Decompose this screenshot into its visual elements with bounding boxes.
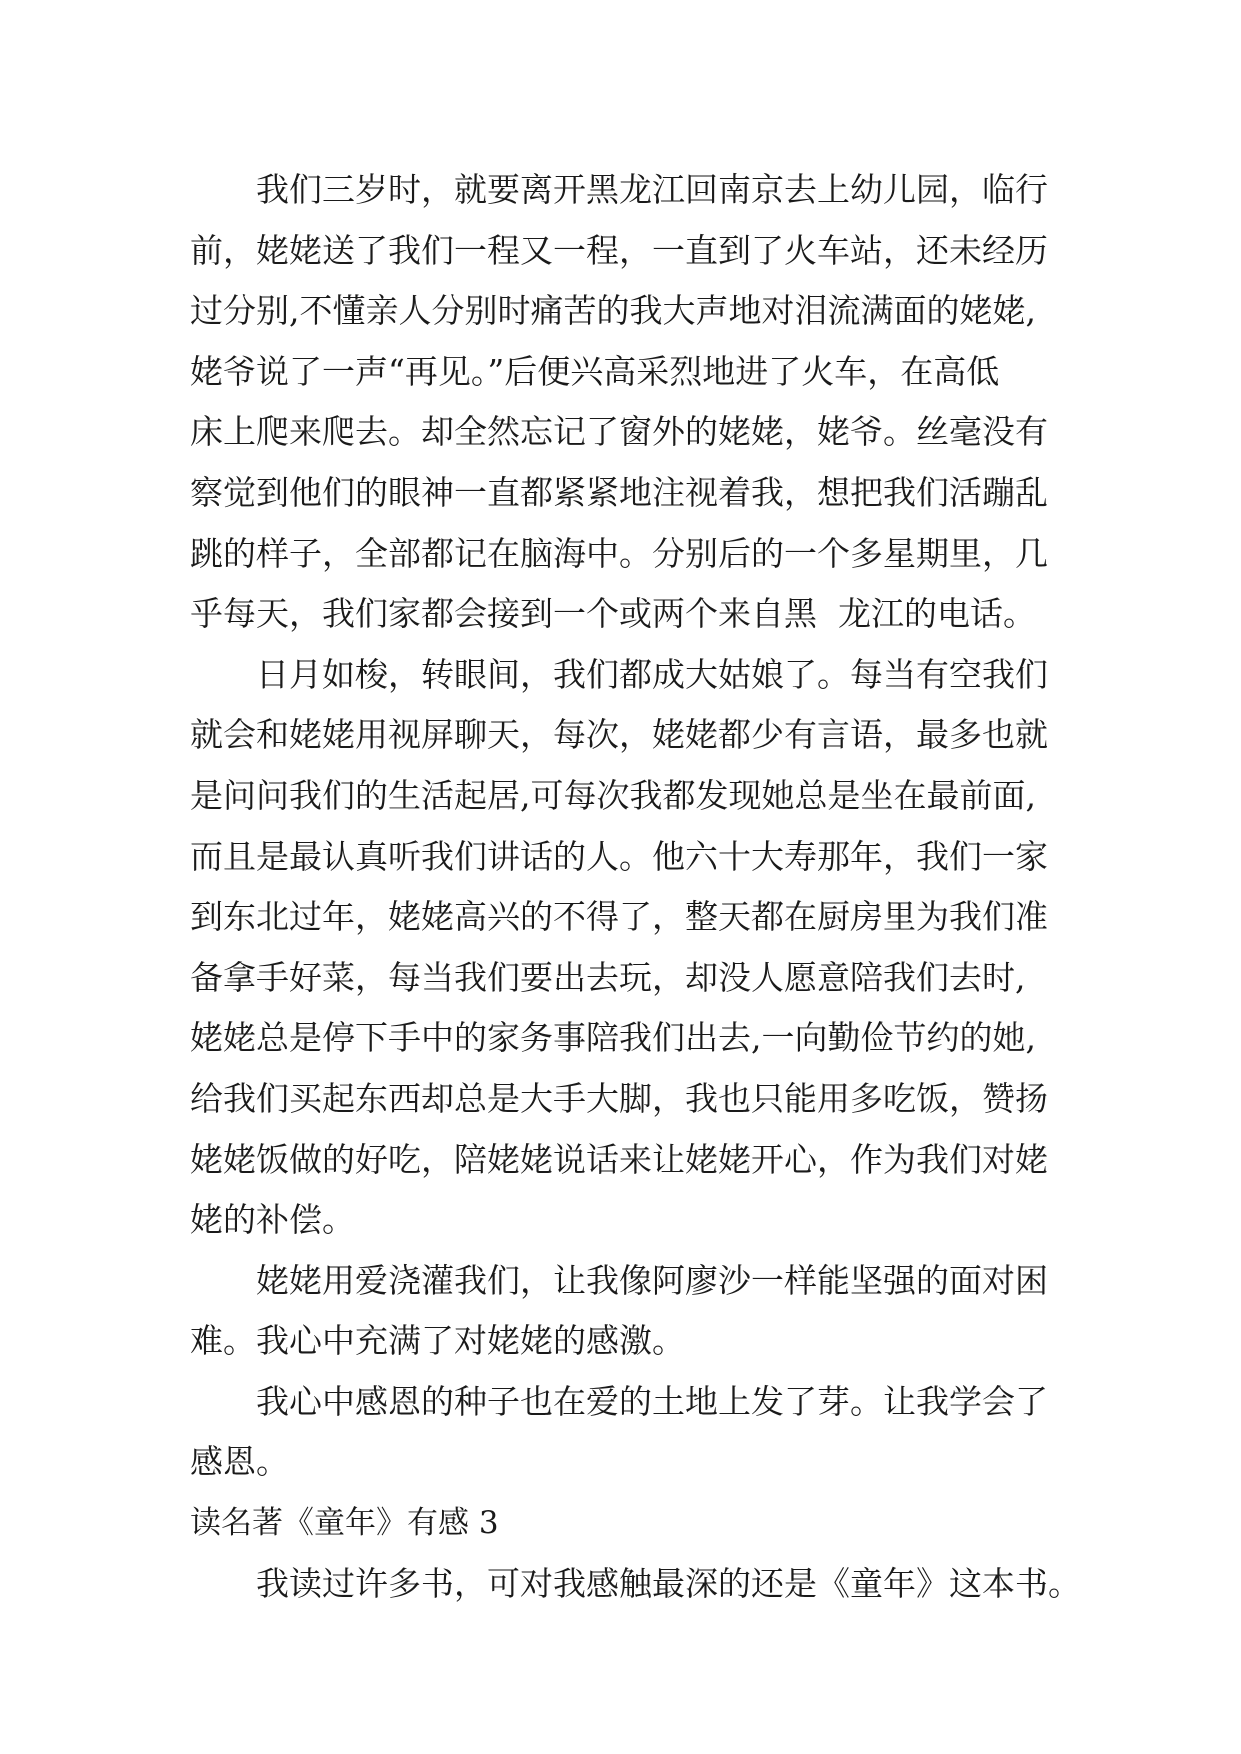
text-line: 备拿手好菜，每当我们要出去玩，却没人愿意陪我们去时, (190, 957, 1026, 997)
document-body (190, 160, 1090, 1614)
text-line: 前，姥姥送了我们一程又一程，一直到了火车站，还未经历 (190, 230, 1048, 270)
text-line: 难。我心中充满了对姥姥的感激。 (190, 1321, 685, 1361)
text-line: 姥的补偿。 (190, 1200, 355, 1240)
paragraph-gratitude (190, 1251, 1090, 1372)
text-line: 姥姥饭做的好吃，陪姥姥说话来让姥姥开心，作为我们对姥 (190, 1139, 1048, 1179)
text-line: 感恩。 (190, 1442, 289, 1482)
text-line: 过分别,不懂亲人分别时痛苦的我大声地对泪流满面的姥姥, (190, 291, 1036, 331)
text-line: 日月如梭，转眼间，我们都成大姑娘了。每当有空我们 (256, 654, 1048, 694)
text-line: 我心中感恩的种子也在爱的土地上发了芽。让我学会了 (256, 1381, 1048, 1421)
text-line: 到东北过年，姥姥高兴的不得了，整天都在厨房里为我们准 (190, 897, 1048, 937)
text-line: 床上爬来爬去。却全然忘记了窗外的姥姥，姥爷。丝毫没有 (190, 412, 1048, 452)
text-line: 姥姥总是停下手中的家务事陪我们出去,一向勤俭节约的她, (190, 1018, 1036, 1058)
paragraph-leaving-heilongjiang (190, 160, 1090, 645)
section-heading: 读名著《童年》有感 3 (190, 1505, 499, 1542)
closing-paragraph: 我读过许多书，可对我感触最深的还是《童年》这本书。 (256, 1563, 1081, 1603)
text-line: 察觉到他们的眼神一直都紧紧地注视着我，想把我们活蹦乱 (190, 472, 1048, 512)
text-line: 而且是最认真听我们讲话的人。他六十大寿那年，我们一家 (190, 836, 1048, 876)
text-line: 跳的样子，全部都记在脑海中。分别后的一个多星期里，几 (190, 533, 1048, 573)
text-line: 姥爷说了一声“再见。”后便兴高采烈地进了火车，在高低 (190, 351, 1000, 391)
text-line: 姥姥用爱浇灌我们，让我像阿廖沙一样能坚强的面对困 (256, 1260, 1048, 1300)
text-line: 是问问我们的生活起居,可每次我都发现她总是坐在最前面, (190, 775, 1036, 815)
text-line: 给我们买起东西却总是大手大脚，我也只能用多吃饭，赞扬 (190, 1078, 1048, 1118)
text-line: 乎每天，我们家都会接到一个或两个来自黑 龙江的电话。 (190, 594, 1036, 634)
text-line: 就会和姥姥用视屏聊天，每次，姥姥都少有言语，最多也就 (190, 715, 1048, 755)
text-line: 我们三岁时，就要离开黑龙江回南京去上幼儿园，临行 (256, 170, 1048, 209)
paragraph-growing-up (190, 645, 1090, 1251)
paragraph-seed-of-gratitude (190, 1372, 1090, 1493)
